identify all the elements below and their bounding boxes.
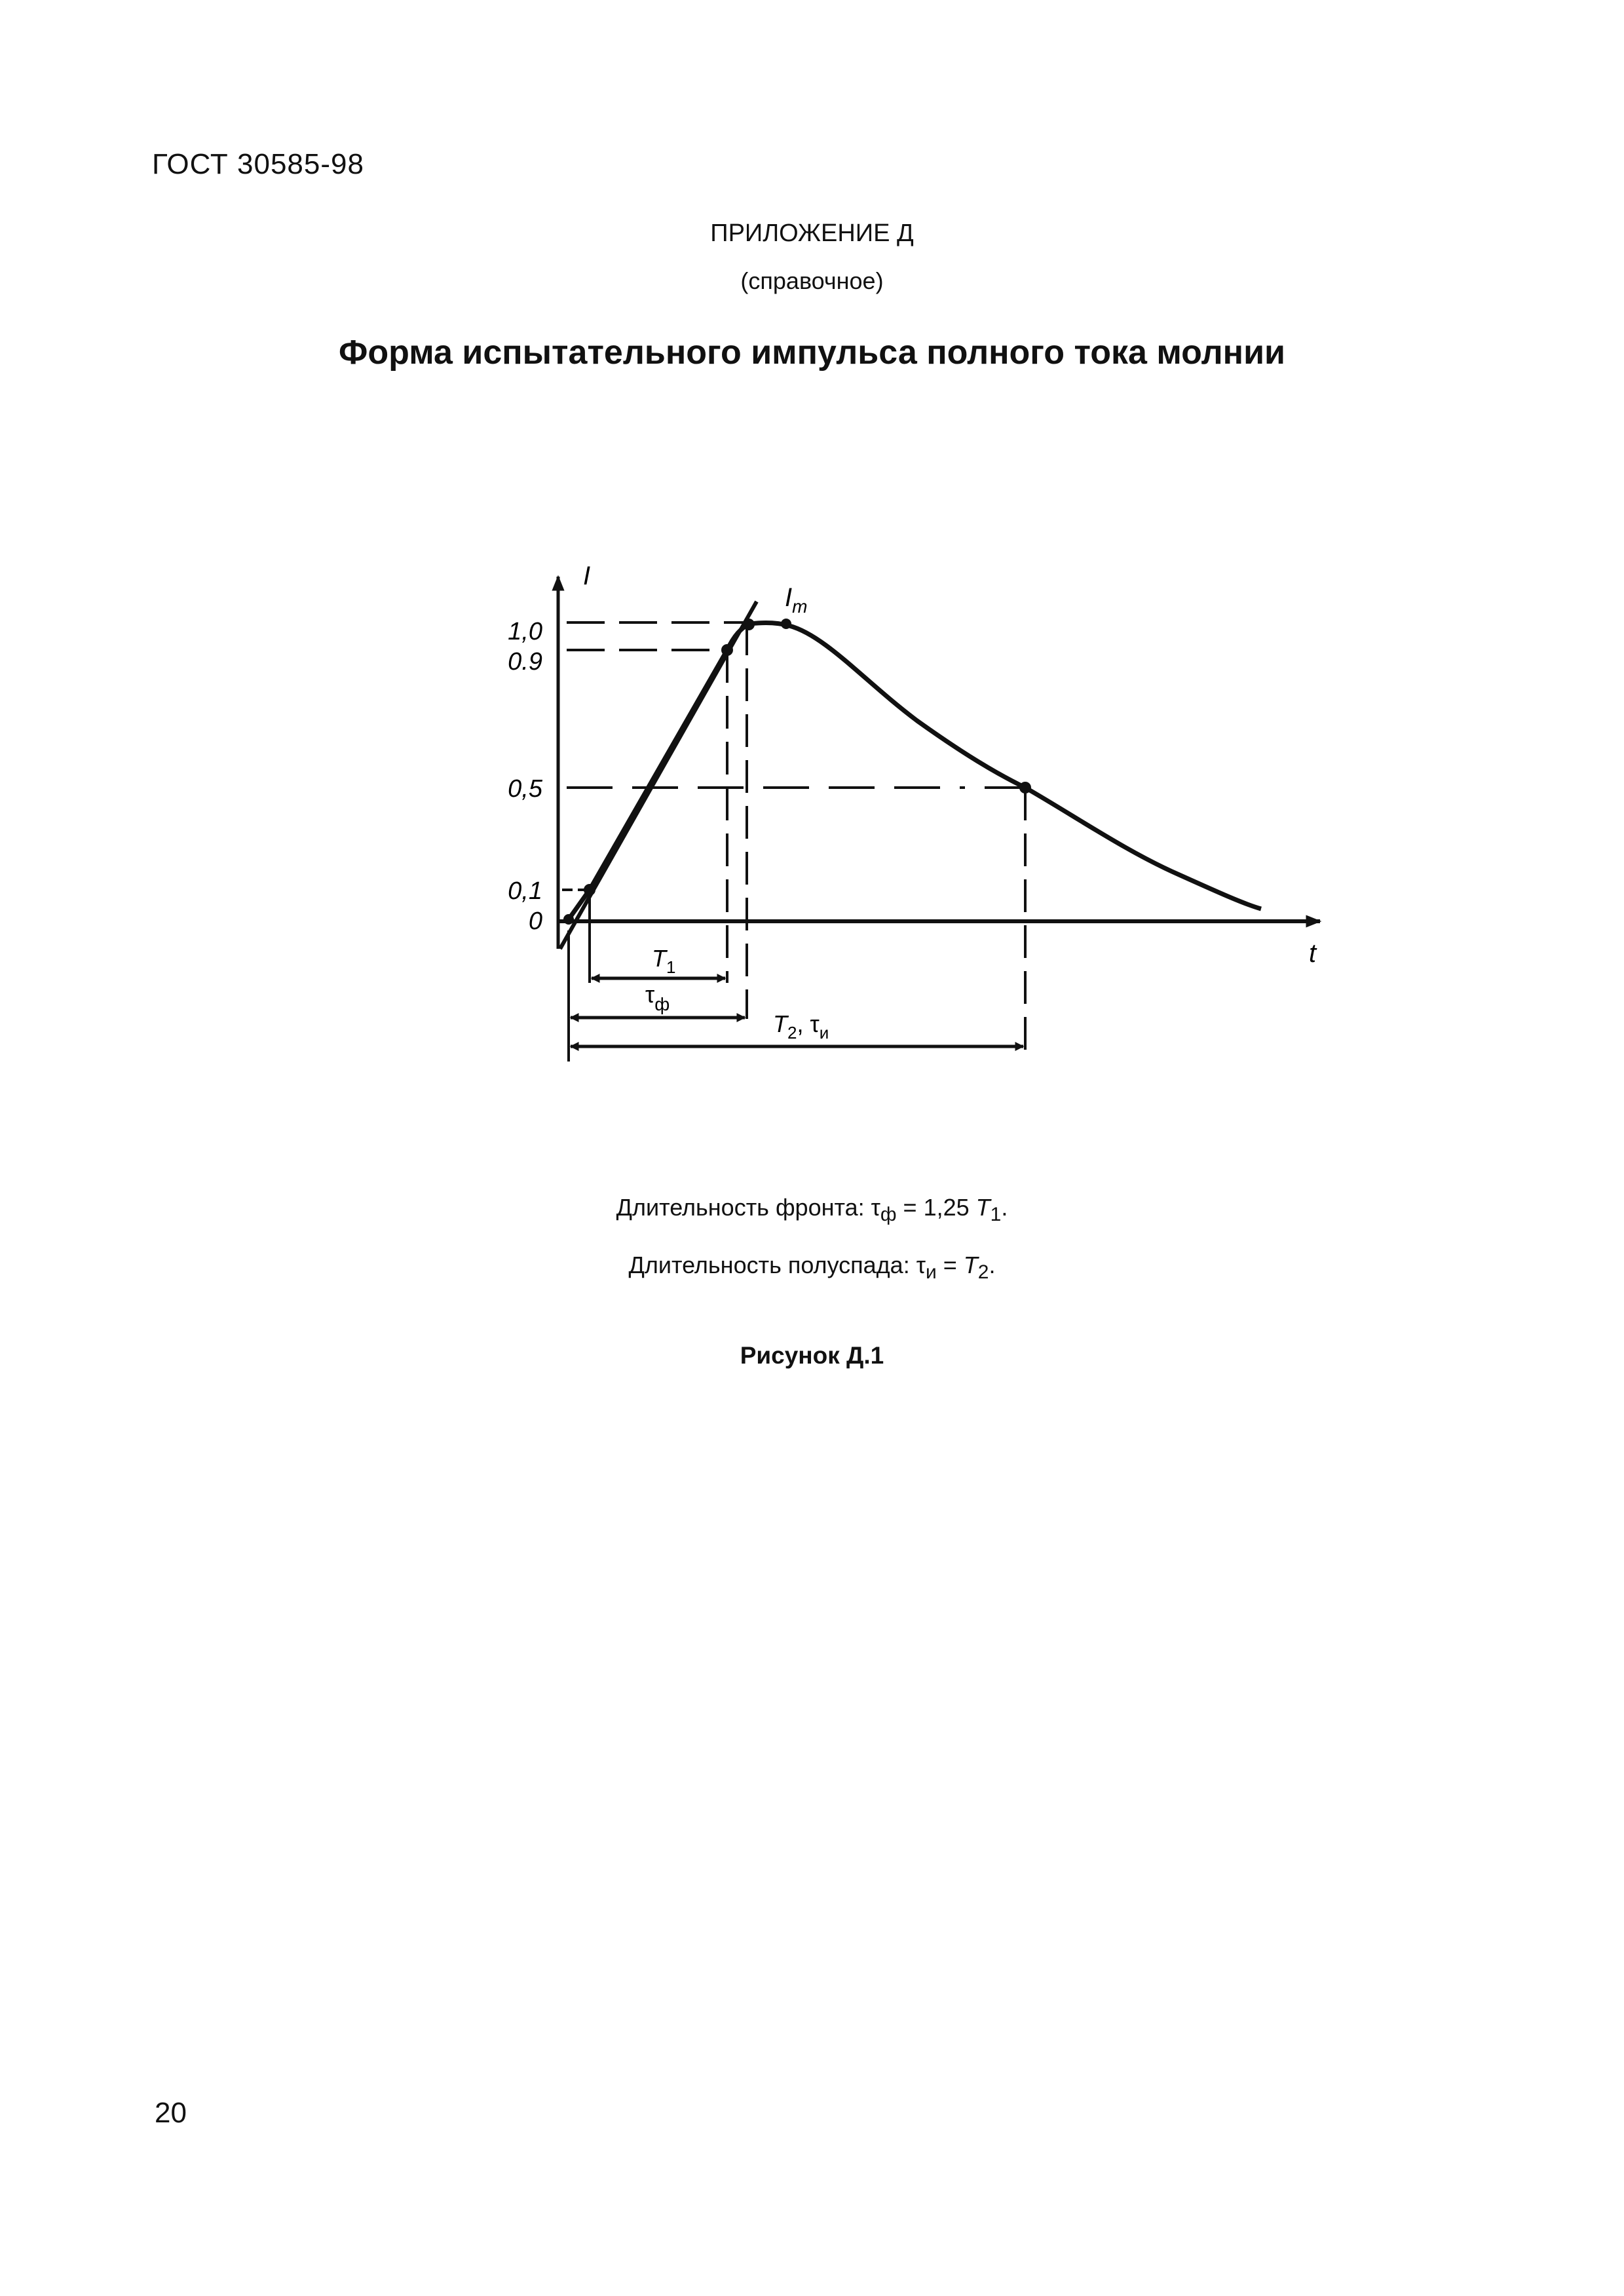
formula-half-tau-sub: и [925,1261,937,1284]
point-origin [563,914,574,925]
formula-front [0,1194,1624,1226]
formula-half-t-sub: 2 [977,1261,989,1284]
point-peak [781,619,791,629]
y-axis-label: I [583,562,591,590]
formula-front-t: T [975,1194,991,1221]
formula-front-tau: τ [871,1194,880,1221]
formula-half-text: Длительность полуспада: [628,1252,910,1278]
impulse-curve [569,623,1261,919]
y-tick-05: 0,5 [508,775,542,803]
formula-front-text: Длительность фронта: [616,1194,865,1221]
formula-front-end: . [1001,1194,1008,1221]
point-09 [721,644,733,656]
formula-half-tau: τ [916,1252,926,1278]
point-10 [743,619,755,630]
appendix-subtitle: (справочное) [740,267,884,294]
page-number: 20 [155,2097,187,2129]
formula-half-eq: = [943,1252,957,1278]
y-tick-0: 0 [528,908,542,935]
y-tick-01: 0,1 [508,877,542,905]
x-axis-label: t [1309,939,1317,968]
t1-label: $T_1$ [652,945,676,977]
t2-label: $T_2$, $\tau_и$ [773,1010,829,1043]
formula-front-tau-sub: ф [880,1204,897,1226]
appendix-title: ПРИЛОЖЕНИЕ Д [710,220,914,247]
formula-half-t: T [963,1252,978,1278]
figure-caption: Рисунок Д.1 [740,1342,884,1369]
formula-front-eq: = 1,25 [903,1194,970,1221]
formula-half [0,1252,1624,1284]
point-01 [584,884,595,896]
point-05 [1019,782,1031,794]
y-tick-1: 1,0 [508,618,542,645]
peak-label: $I_m$ [785,583,808,617]
document-code: ГОСТ 30585-98 [152,148,364,180]
tau-f-label: $\tau_ф$ [645,981,670,1014]
document-title: Форма испытательного импульса полного тока молнии [338,334,1286,372]
formula-front-t-sub: 1 [990,1204,1002,1226]
formula-half-end: . [989,1252,996,1278]
y-tick-09: 0.9 [508,648,542,676]
